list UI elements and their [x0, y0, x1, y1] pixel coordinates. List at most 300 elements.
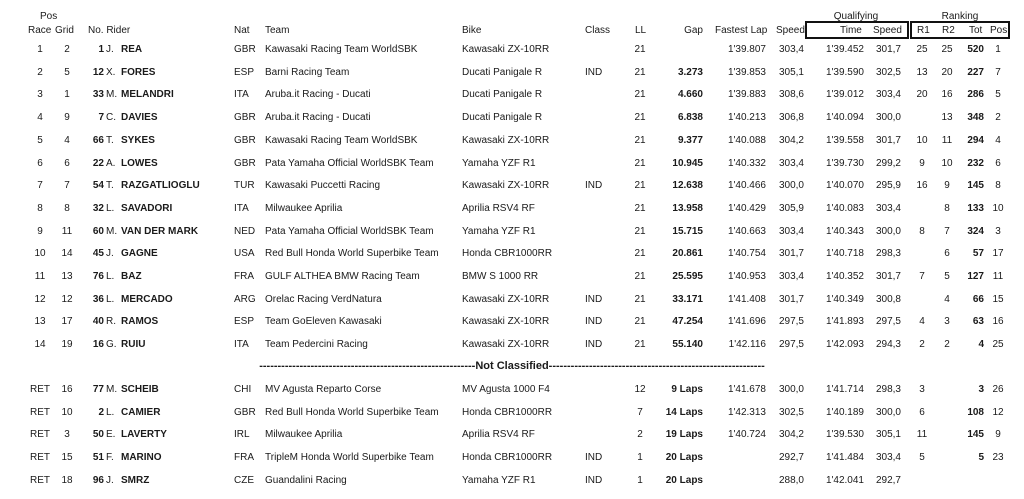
cell-grid: 16	[61, 384, 73, 395]
cell-fl: 1'40.429	[727, 202, 766, 214]
cell-race: 4	[37, 112, 43, 124]
cell-pos: 2	[995, 112, 1001, 124]
cell-grid: 9	[64, 112, 70, 124]
table-row	[0, 129, 1024, 152]
cell-bike: Aprilia RSV4 RF	[462, 202, 535, 214]
cell-first: T.	[106, 180, 114, 192]
cell-team: Pata Yamaha Official WorldSBK Team	[265, 225, 434, 237]
table-row	[0, 469, 1024, 492]
cell-tot: 3	[978, 384, 984, 395]
cell-grid: 7	[64, 180, 70, 192]
cell-team: GULF ALTHEA BMW Racing Team	[265, 271, 420, 282]
table-row	[0, 174, 1024, 197]
cell-grid: 3	[64, 429, 70, 441]
cell-r2: 20	[941, 66, 953, 78]
cell-fl: 1'39.853	[727, 66, 766, 78]
cell-race: RET	[30, 406, 50, 418]
cell-last: LAVERTY	[121, 429, 167, 441]
cell-bike: Honda CBR1000RR	[462, 248, 553, 260]
cell-nat: CZE	[234, 474, 254, 486]
cell-qs: 295,9	[875, 180, 901, 192]
cell-r2: 8	[944, 202, 950, 214]
cell-first: M.	[106, 225, 118, 237]
cell-qs: 301,7	[875, 134, 901, 146]
cell-ll: 1	[637, 474, 643, 486]
cell-grid: 12	[61, 293, 73, 305]
cell-spd: 303,4	[778, 44, 804, 55]
ranking-header-box	[910, 21, 1010, 39]
cell-grid: 18	[61, 474, 73, 486]
cell-ll: 12	[634, 384, 646, 395]
cell-gap: 9 Laps	[671, 384, 703, 395]
cell-spd: 297,5	[778, 316, 804, 328]
cell-nat: CHI	[234, 384, 252, 395]
cell-grid: 5	[64, 66, 70, 78]
cell-no: 1	[98, 44, 104, 55]
cell-qt: 1'39.452	[825, 44, 864, 55]
cell-spd: 292,7	[778, 452, 804, 464]
cell-ll: 21	[634, 339, 646, 351]
table-row	[0, 242, 1024, 265]
cell-pos: 1	[995, 44, 1001, 55]
header-nat: Nat	[234, 25, 250, 36]
cell-ll: 21	[634, 316, 646, 328]
not-classified-divider: -----------------------------------------------------------Not Classified-----------------------------------------------------------	[259, 360, 765, 372]
cell-ll: 1	[637, 452, 643, 464]
cell-qs: 303,4	[875, 452, 901, 464]
header-grid: Grid	[55, 25, 74, 36]
cell-nat: ARG	[234, 293, 256, 305]
cell-last: SCHEIB	[121, 384, 159, 395]
cell-team: Barni Racing Team	[265, 66, 350, 78]
table-row	[0, 265, 1024, 288]
cell-fl: 1'40.663	[727, 225, 766, 237]
cell-qs: 294,3	[875, 339, 901, 351]
cell-tot: 57	[972, 248, 984, 260]
table-row	[0, 288, 1024, 311]
cell-grid: 6	[64, 157, 70, 169]
cell-qs: 301,7	[875, 271, 901, 282]
cell-tot: 232	[967, 157, 984, 169]
cell-team: Kawasaki Puccetti Racing	[265, 180, 381, 192]
cell-spd: 297,5	[778, 339, 804, 351]
header-team: Team	[265, 25, 290, 36]
cell-nat: ITA	[234, 202, 249, 214]
cell-qt: 1'41.893	[825, 316, 864, 328]
cell-r2: 11	[941, 134, 953, 146]
cell-qt: 1'42.093	[825, 339, 864, 351]
cell-spd: 306,8	[778, 112, 804, 124]
cell-qt: 1'40.189	[825, 406, 864, 418]
cell-no: 2	[98, 406, 104, 418]
cell-spd: 304,2	[778, 134, 804, 146]
cell-r1: 2	[919, 339, 925, 351]
cell-spd: 300,0	[778, 180, 804, 192]
cell-no: 54	[92, 180, 104, 192]
cell-tot: 324	[967, 225, 984, 237]
cell-nat: TUR	[234, 180, 255, 192]
cell-no: 36	[92, 293, 104, 305]
cell-race: RET	[30, 474, 50, 486]
cell-last: CAMIER	[121, 406, 161, 418]
cell-fl: 1'40.088	[727, 134, 766, 146]
table-row	[0, 401, 1024, 424]
cell-first: L.	[106, 202, 115, 214]
cell-gap: 20 Laps	[665, 474, 703, 486]
cell-gap: 9.377	[677, 134, 703, 146]
cell-cls: IND	[585, 293, 603, 305]
cell-qs: 301,7	[875, 44, 901, 55]
cell-r2: 4	[944, 293, 950, 305]
cell-tot: 286	[967, 89, 984, 101]
header-speed: Speed	[776, 25, 805, 36]
cell-pos: 10	[992, 202, 1004, 214]
cell-tot: 4	[978, 339, 984, 351]
header-gap: Gap	[684, 25, 703, 36]
cell-no: 66	[92, 134, 104, 146]
cell-fl: 1'42.116	[728, 339, 766, 351]
cell-tot: 66	[972, 293, 984, 305]
cell-nat: ESP	[234, 66, 255, 78]
cell-nat: GBR	[234, 112, 256, 124]
cell-tot: 108	[967, 406, 984, 418]
cell-last: SYKES	[121, 134, 155, 146]
table-row	[0, 61, 1024, 84]
cell-no: 7	[98, 112, 104, 124]
cell-fl: 1'42.313	[727, 406, 766, 418]
table-row	[0, 423, 1024, 446]
cell-gap: 19 Laps	[665, 429, 703, 441]
header-race: Race	[28, 25, 52, 36]
cell-team: TripleM Honda World Superbike Team	[265, 452, 434, 464]
cell-team: Kawasaki Racing Team WorldSBK	[265, 134, 418, 146]
cell-pos: 26	[992, 384, 1004, 395]
header-r1: R1	[917, 25, 930, 36]
cell-race: 12	[34, 293, 46, 305]
cell-fl: 1'39.883	[727, 89, 766, 101]
cell-pos: 8	[995, 180, 1001, 192]
cell-race: 13	[34, 316, 46, 328]
cell-r2: 6	[944, 248, 950, 260]
cell-team: Team Pedercini Racing	[265, 339, 368, 351]
cell-first: E.	[106, 429, 116, 441]
cell-team: Pata Yamaha Official WorldSBK Team	[265, 157, 434, 169]
cell-tot: 294	[967, 134, 984, 146]
cell-r1: 7	[919, 271, 925, 282]
header-ranking: Ranking	[941, 11, 979, 22]
cell-qt: 1'40.070	[825, 180, 864, 192]
cell-fl: 1'40.466	[727, 180, 766, 192]
cell-first: L.	[106, 271, 115, 282]
cell-first: A.	[106, 157, 116, 169]
table-row	[0, 197, 1024, 220]
cell-nat: GBR	[234, 134, 256, 146]
cell-r2: 9	[944, 180, 950, 192]
cell-gap: 4.660	[677, 89, 703, 101]
cell-spd: 303,4	[778, 225, 804, 237]
cell-r1: 16	[916, 180, 928, 192]
cell-qs: 303,4	[875, 202, 901, 214]
cell-team: Aruba.it Racing - Ducati	[265, 89, 371, 101]
cell-last: VAN DER MARK	[121, 225, 199, 237]
cell-bike: Ducati Panigale R	[462, 66, 543, 78]
cell-first: J.	[106, 248, 114, 260]
cell-race: 10	[34, 248, 46, 260]
cell-qs: 302,5	[875, 66, 901, 78]
cell-qt: 1'39.590	[825, 66, 864, 78]
cell-first: M.	[106, 384, 118, 395]
cell-grid: 8	[64, 202, 70, 214]
cell-ll: 21	[634, 271, 646, 282]
cell-tot: 133	[967, 202, 984, 214]
cell-grid: 13	[61, 271, 73, 282]
cell-last: MELANDRI	[121, 89, 174, 101]
cell-qs: 299,2	[875, 157, 901, 169]
cell-qs: 303,4	[875, 89, 901, 101]
qualifying-header-box	[805, 21, 909, 39]
header-class: Class	[585, 25, 611, 36]
cell-qs: 298,3	[875, 248, 901, 260]
cell-spd: 303,4	[778, 271, 804, 282]
cell-pos: 7	[995, 66, 1001, 78]
cell-spd: 304,2	[778, 429, 804, 441]
cell-bike: Kawasaki ZX-10RR	[462, 180, 550, 192]
cell-team: Team GoEleven Kawasaki	[265, 316, 382, 328]
cell-ll: 21	[634, 202, 646, 214]
cell-qt: 1'40.343	[825, 225, 864, 237]
cell-nat: ESP	[234, 316, 255, 328]
cell-no: 45	[92, 248, 104, 260]
cell-ll: 21	[634, 180, 646, 192]
header-qualifying: Qualifying	[833, 11, 879, 22]
cell-gap: 47.254	[672, 316, 703, 328]
cell-tot: 63	[972, 316, 984, 328]
cell-race: RET	[30, 452, 50, 464]
cell-nat: GBR	[234, 406, 256, 418]
cell-no: 51	[92, 452, 104, 464]
cell-qt: 1'40.083	[825, 202, 864, 214]
cell-pos: 5	[995, 89, 1001, 101]
cell-team: Milwaukee Aprilia	[265, 202, 343, 214]
cell-r1: 10	[916, 134, 928, 146]
cell-bike: Aprilia RSV4 RF	[462, 429, 535, 441]
cell-first: R.	[106, 316, 116, 328]
cell-first: F.	[106, 452, 114, 464]
cell-nat: IRL	[234, 429, 250, 441]
cell-no: 76	[92, 271, 104, 282]
cell-nat: ITA	[234, 339, 249, 351]
cell-bike: Honda CBR1000RR	[462, 452, 553, 464]
cell-nat: ITA	[234, 89, 249, 101]
cell-r1: 3	[919, 384, 925, 395]
cell-r2: 2	[944, 339, 950, 351]
cell-qs: 305,1	[875, 429, 901, 441]
cell-qs: 300,8	[875, 293, 901, 305]
cell-r2: 10	[941, 157, 953, 169]
cell-race: 2	[37, 66, 43, 78]
cell-first: G.	[106, 339, 117, 351]
cell-grid: 15	[61, 452, 73, 464]
cell-r2: 25	[941, 44, 953, 55]
cell-first: J.	[106, 474, 114, 486]
cell-race: 5	[37, 134, 43, 146]
cell-fl: 1'41.408	[727, 293, 766, 305]
cell-last: DAVIES	[121, 112, 158, 124]
cell-r1: 13	[916, 66, 928, 78]
cell-cls: IND	[585, 66, 603, 78]
cell-spd: 305,1	[778, 66, 804, 78]
table-row	[0, 333, 1024, 356]
header-q-speed: Speed	[873, 25, 902, 36]
cell-bike: Yamaha YZF R1	[462, 474, 536, 486]
cell-grid: 17	[61, 316, 73, 328]
cell-ll: 21	[634, 225, 646, 237]
cell-nat: FRA	[234, 452, 254, 464]
header-fastest-lap: Fastest Lap	[715, 25, 768, 36]
cell-qt: 1'41.484	[825, 452, 864, 464]
cell-qt: 1'39.558	[825, 134, 864, 146]
cell-bike: Yamaha YZF R1	[462, 225, 536, 237]
cell-first: T.	[106, 134, 114, 146]
cell-nat: GBR	[234, 44, 256, 55]
cell-r1: 25	[916, 44, 928, 55]
cell-pos: 9	[995, 429, 1001, 441]
cell-spd: 303,4	[778, 157, 804, 169]
cell-last: SMRZ	[121, 474, 150, 486]
cell-spd: 308,6	[778, 89, 804, 101]
cell-gap: 3.273	[677, 66, 703, 78]
header-rank-pos: Pos	[990, 25, 1008, 36]
cell-team: Orelac Racing VerdNatura	[265, 293, 382, 305]
cell-bike: Yamaha YZF R1	[462, 157, 536, 169]
cell-team: Red Bull Honda World Superbike Team	[265, 406, 439, 418]
header-no-rider: No. Rider	[88, 25, 131, 36]
cell-cls: IND	[585, 474, 603, 486]
cell-bike: Kawasaki ZX-10RR	[462, 134, 550, 146]
cell-no: 16	[92, 339, 104, 351]
cell-spd: 305,9	[778, 202, 804, 214]
cell-first: X.	[106, 66, 116, 78]
cell-cls: IND	[585, 180, 603, 192]
cell-fl: 1'40.213	[727, 112, 766, 124]
cell-ll: 21	[634, 293, 646, 305]
header-bike: Bike	[462, 25, 482, 36]
cell-fl: 1'41.678	[727, 384, 766, 395]
cell-nat: GBR	[234, 157, 256, 169]
cell-nat: USA	[234, 248, 255, 260]
table-row	[0, 83, 1024, 106]
cell-qt: 1'39.730	[825, 157, 864, 169]
cell-ll: 21	[634, 157, 646, 169]
cell-gap: 12.638	[672, 180, 703, 192]
cell-team: MV Agusta Reparto Corse	[265, 384, 382, 395]
cell-pos: 23	[992, 452, 1004, 464]
cell-ll: 7	[637, 406, 643, 418]
cell-first: L.	[106, 406, 115, 418]
cell-qt: 1'39.012	[825, 89, 864, 101]
header-pos: Pos	[40, 11, 58, 22]
cell-bike: Ducati Panigale R	[462, 112, 543, 124]
cell-gap: 55.140	[672, 339, 703, 351]
cell-qt: 1'40.352	[825, 271, 864, 282]
cell-r1: 6	[919, 406, 925, 418]
cell-nat: NED	[234, 225, 256, 237]
cell-tot: 145	[967, 180, 984, 192]
cell-qs: 300,0	[875, 406, 901, 418]
cell-race: 8	[37, 202, 43, 214]
cell-pos: 17	[992, 248, 1004, 260]
cell-tot: 5	[978, 452, 984, 464]
cell-gap: 15.715	[672, 225, 703, 237]
cell-cls: IND	[585, 316, 603, 328]
cell-cls: IND	[585, 452, 603, 464]
cell-last: FORES	[121, 66, 156, 78]
cell-last: REA	[121, 44, 143, 55]
cell-race: 3	[37, 89, 43, 101]
cell-race: 1	[37, 44, 43, 55]
cell-pos: 25	[992, 339, 1004, 351]
cell-qs: 292,7	[875, 474, 901, 486]
cell-bike: BMW S 1000 RR	[462, 271, 539, 282]
cell-race: 14	[34, 339, 46, 351]
cell-pos: 15	[992, 293, 1004, 305]
cell-qs: 297,5	[875, 316, 901, 328]
cell-gap: 20.861	[672, 248, 703, 260]
cell-grid: 19	[61, 339, 73, 351]
cell-r1: 11	[916, 429, 928, 441]
cell-qt: 1'40.094	[825, 112, 864, 124]
cell-gap: 25.595	[672, 271, 703, 282]
cell-pos: 11	[992, 271, 1004, 282]
cell-gap: 20 Laps	[665, 452, 703, 464]
cell-last: LOWES	[121, 157, 158, 169]
cell-gap: 33.171	[672, 293, 703, 305]
cell-first: C.	[106, 112, 116, 124]
cell-no: 40	[92, 316, 104, 328]
cell-r1: 8	[919, 225, 925, 237]
cell-last: GAGNE	[121, 248, 158, 260]
cell-team: Milwaukee Aprilia	[265, 429, 343, 441]
cell-no: 22	[92, 157, 104, 169]
cell-spd: 301,7	[778, 248, 804, 260]
cell-pos: 16	[992, 316, 1004, 328]
cell-bike: Honda CBR1000RR	[462, 406, 553, 418]
cell-bike: MV Agusta 1000 F4	[462, 384, 550, 395]
cell-last: SAVADORI	[121, 202, 173, 214]
table-row	[0, 378, 1024, 401]
cell-spd: 288,0	[778, 474, 804, 486]
header-tot: Tot	[969, 25, 983, 36]
cell-race: 6	[37, 157, 43, 169]
header-r2: R2	[942, 25, 955, 36]
cell-qs: 300,0	[875, 225, 901, 237]
cell-r2: 13	[941, 112, 953, 124]
cell-tot: 348	[967, 112, 984, 124]
cell-r1: 4	[919, 316, 925, 328]
cell-grid: 1	[64, 89, 70, 101]
cell-r1: 5	[919, 452, 925, 464]
cell-tot: 127	[967, 271, 984, 282]
cell-ll: 21	[634, 134, 646, 146]
cell-spd: 302,5	[778, 406, 804, 418]
cell-qt: 1'39.530	[825, 429, 864, 441]
cell-race: RET	[30, 384, 50, 395]
cell-no: 96	[92, 474, 104, 486]
cell-first: J.	[106, 44, 114, 55]
cell-grid: 4	[64, 134, 70, 146]
cell-no: 12	[92, 66, 104, 78]
cell-tot: 227	[967, 66, 984, 78]
